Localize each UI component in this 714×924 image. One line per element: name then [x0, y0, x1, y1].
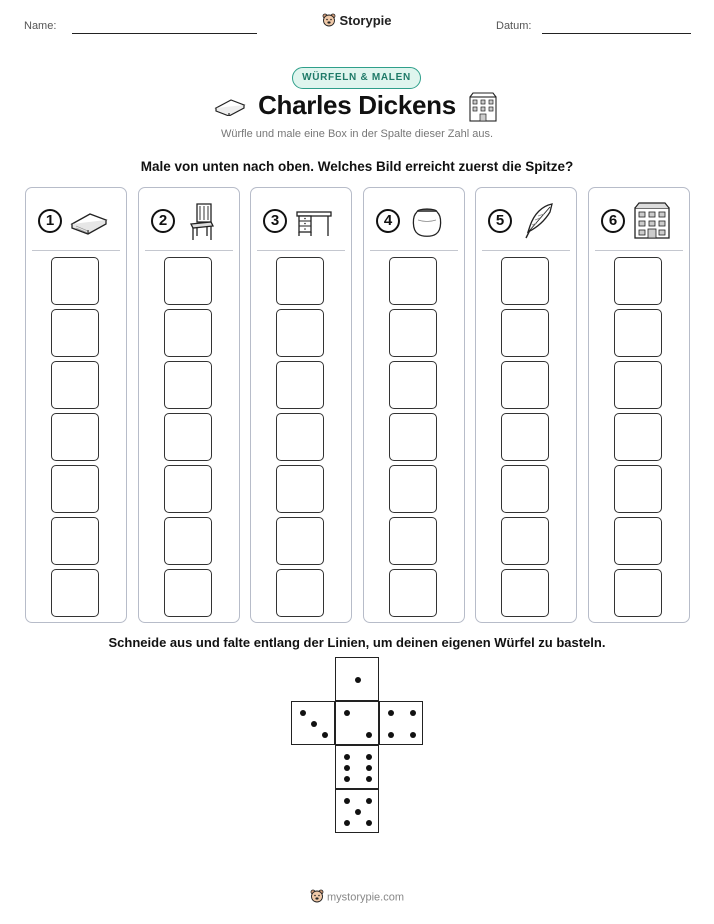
- house-icon: [467, 92, 499, 127]
- dice-face-three: [291, 701, 335, 745]
- column-divider: [145, 250, 233, 251]
- dice-pip: [388, 710, 394, 716]
- dice-pip: [344, 820, 350, 826]
- inkpot-icon: [406, 200, 448, 247]
- column-box[interactable]: [614, 257, 662, 305]
- activity-badge: WÜRFELN & MALEN: [292, 67, 421, 89]
- dice-pip: [366, 754, 372, 760]
- column-box[interactable]: [501, 465, 549, 513]
- column-3: [250, 187, 352, 623]
- dice-face-one: [335, 657, 379, 701]
- column-box[interactable]: [276, 569, 324, 617]
- dice-face-six: [335, 745, 379, 789]
- dice-pip: [311, 721, 317, 727]
- dice-pip: [366, 765, 372, 771]
- dice-pip: [355, 809, 361, 815]
- column-box[interactable]: [51, 361, 99, 409]
- column-box[interactable]: [614, 309, 662, 357]
- dice-pip: [366, 798, 372, 804]
- column-box[interactable]: [164, 569, 212, 617]
- chair-icon: [181, 200, 223, 247]
- column-divider: [370, 250, 458, 251]
- column-box[interactable]: [501, 361, 549, 409]
- name-line: [72, 33, 257, 34]
- dice-pip: [410, 710, 416, 716]
- date-label: Datum:: [496, 20, 532, 32]
- dice-pip: [355, 677, 361, 683]
- brand-logo: [0, 13, 714, 30]
- dice-face-two: [335, 701, 379, 745]
- column-number: 3: [263, 209, 287, 233]
- column-box[interactable]: [389, 413, 437, 461]
- book-icon: [68, 200, 110, 247]
- date-line: [542, 33, 691, 34]
- column-box[interactable]: [276, 257, 324, 305]
- column-box[interactable]: [276, 465, 324, 513]
- dice-pip: [366, 732, 372, 738]
- dice-pip: [322, 732, 328, 738]
- column-box[interactable]: [614, 413, 662, 461]
- column-box[interactable]: [389, 465, 437, 513]
- column-6: [588, 187, 690, 623]
- bear-icon: [310, 889, 324, 906]
- column-box[interactable]: [389, 569, 437, 617]
- column-number: 4: [376, 209, 400, 233]
- column-box[interactable]: [614, 517, 662, 565]
- column-box[interactable]: [276, 309, 324, 357]
- column-box[interactable]: [164, 413, 212, 461]
- column-box[interactable]: [164, 517, 212, 565]
- dice-pip: [410, 732, 416, 738]
- column-box[interactable]: [501, 517, 549, 565]
- column-box[interactable]: [389, 517, 437, 565]
- column-box[interactable]: [164, 465, 212, 513]
- column-box[interactable]: [501, 257, 549, 305]
- dice-pip: [344, 710, 350, 716]
- column-box[interactable]: [501, 569, 549, 617]
- column-box[interactable]: [614, 361, 662, 409]
- column-number: 6: [601, 209, 625, 233]
- quill-icon: [518, 200, 560, 247]
- desk-icon: [293, 200, 335, 247]
- column-box[interactable]: [501, 309, 549, 357]
- column-box[interactable]: [164, 309, 212, 357]
- instruction: Male von unten nach oben. Welches Bild erreicht zuerst die Spitze?: [140, 159, 574, 174]
- column-box[interactable]: [276, 361, 324, 409]
- column-box[interactable]: [276, 413, 324, 461]
- cut-instruction: Schneide aus und falte entlang der Linien, um deinen eigenen Würfel zu basteln.: [108, 635, 606, 650]
- footer: [0, 889, 714, 906]
- dice-face-five: [335, 789, 379, 833]
- dice-pip: [388, 732, 394, 738]
- column-divider: [595, 250, 683, 251]
- footer-url[interactable]: mystorypie.com: [326, 891, 405, 904]
- column-divider: [482, 250, 570, 251]
- bear-icon: [322, 13, 336, 30]
- column-box[interactable]: [501, 413, 549, 461]
- column-2: [138, 187, 240, 623]
- name-label: Name:: [24, 20, 57, 32]
- house-icon: [631, 200, 673, 247]
- dice-face-four: [379, 701, 423, 745]
- column-box[interactable]: [389, 309, 437, 357]
- column-box[interactable]: [614, 569, 662, 617]
- column-number: 1: [38, 209, 62, 233]
- column-number: 5: [488, 209, 512, 233]
- page-title: Charles Dickens: [258, 90, 456, 120]
- dice-pip: [366, 820, 372, 826]
- column-box[interactable]: [164, 361, 212, 409]
- column-box[interactable]: [389, 257, 437, 305]
- column-number: 2: [151, 209, 175, 233]
- column-box[interactable]: [51, 257, 99, 305]
- column-box[interactable]: [51, 309, 99, 357]
- column-4: [363, 187, 465, 623]
- column-box[interactable]: [164, 257, 212, 305]
- brand-name: Storypie: [339, 13, 392, 28]
- dice-pip: [344, 765, 350, 771]
- dice-pip: [366, 776, 372, 782]
- column-1: [25, 187, 127, 623]
- column-box[interactable]: [51, 517, 99, 565]
- dice-pip: [344, 798, 350, 804]
- column-box[interactable]: [389, 361, 437, 409]
- subtitle: Würfle und male eine Box in der Spalte dieser Zahl aus.: [220, 128, 494, 140]
- dice-pip: [344, 754, 350, 760]
- column-divider: [32, 250, 120, 251]
- column-5: [475, 187, 577, 623]
- column-box[interactable]: [51, 569, 99, 617]
- dice-pip: [344, 776, 350, 782]
- dice-pip: [300, 710, 306, 716]
- column-box[interactable]: [51, 465, 99, 513]
- column-box[interactable]: [276, 517, 324, 565]
- column-box[interactable]: [614, 465, 662, 513]
- column-divider: [257, 250, 345, 251]
- column-box[interactable]: [51, 413, 99, 461]
